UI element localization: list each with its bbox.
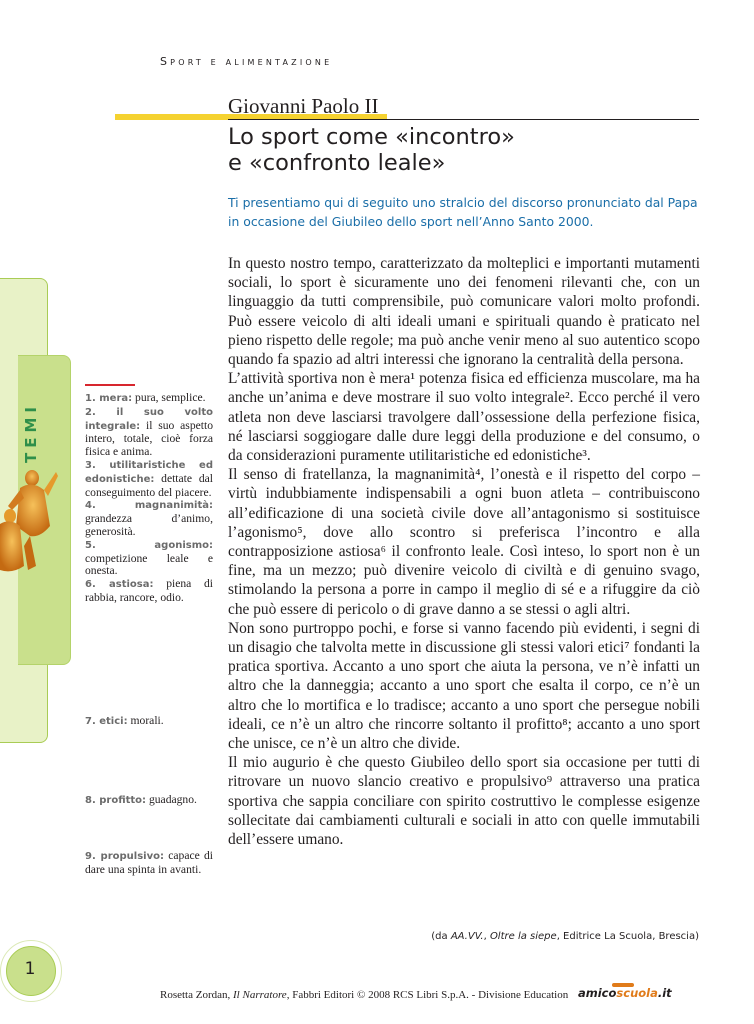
footnote-term: 1. mera: — [85, 393, 133, 404]
credit-prefix: Rosetta Zordan, — [160, 989, 234, 1001]
source-sep: , — [483, 931, 490, 942]
footnote-term: 8. profitto: — [85, 795, 147, 806]
footer-credit — [160, 989, 568, 1001]
paragraph: Non sono purtroppo pochi, e forse si vanno facendo più evidenti, i segni di un disagio che talvolta mette in discussione gli stessi valori etici⁷ fondanti la pratica sportiva. Accanto a uno sport che aiuta la persona, ve n’è infatti un altro che la danneggia; accanto a uno sport che esalta il corpo, ce n’è un altro che lo mortifica e lo tradisce; accanto a uno sport che persegue nobili ideali, ce n’è un altro che rincorre soltanto il profitto⁸; accanto a uno sport che unisce, ce n’è un altro che divide. — [228, 619, 700, 753]
notes-separator — [85, 384, 135, 386]
paragraph: Il mio augurio è che questo Giubileo dello sport sia occasione per tutti di ritrovare un nuovo slancio creativo e propulsivo⁹ attraverso una pratica sportiva che sappia conciliare con spirito costruttivo le complesse esigenze sollecitate dai cambiamenti culturali e sociali in atto con quelle immutabili dell’essere umano. — [228, 754, 700, 849]
footnote-definition: guadagno. — [148, 793, 197, 806]
credit-book: Il Narratore — [233, 989, 287, 1001]
source-book: Oltre la siepe — [489, 931, 557, 942]
page-number: 1 — [24, 959, 36, 979]
article-title — [228, 124, 515, 176]
footnote — [85, 499, 213, 538]
paragraph: L’attività sportiva non è mera¹ potenza fisica ed efficienza muscolare, ma ha anche un’anima e deve mostrare il suo volto integrale². Ecco perché il vero atleta non deve lasciarsi travolgere dall’ossessione della perfezione fisica, né lasciarsi soggiogare dalle dure leggi della produzione e del consumo, o da considerazioni puramente utilitaristiche ed edonistiche³. — [228, 370, 700, 465]
source-authors: AA.VV. — [450, 931, 484, 942]
footnote-9 — [85, 850, 213, 877]
footnote-definition: capace di dare una spinta in avanti. — [85, 849, 213, 876]
footnote-term: 7. etici: — [85, 716, 128, 727]
footnote-definition: piena di rabbia, rancore, odio. — [85, 577, 213, 604]
footnote-definition: morali. — [130, 714, 164, 727]
footnote-term: 9. propulsivo: — [85, 851, 164, 862]
brand-part-2: scuola — [616, 986, 658, 1000]
source-citation — [431, 931, 699, 942]
source-suffix: , Editrice La Scuola, Brescia) — [556, 931, 699, 942]
brand-logo — [578, 986, 672, 1000]
notes-group — [85, 392, 213, 605]
footnote-term: 4. magnanimità: — [85, 500, 213, 512]
article-body — [228, 254, 700, 849]
paragraph: In questo nostro tempo, caratterizzato da molteplici e importanti mutamenti sociali, lo sport è sicuramente uno dei fenomeni rilevanti che, con un linguaggio da tutti comprensibile, può comunicare valori molto profondi. Può essere veicolo di alti ideali umani e spirituali quando è praticato nel pieno rispetto delle regole; ma può anche venir meno al suo autentico scopo quando fa spazio ad altri interessi che ignorano la centralità della persona. — [228, 255, 700, 369]
section-title: Sport e alimentazione — [160, 55, 333, 68]
brand-part-3: .it — [657, 986, 672, 1000]
footnote — [85, 406, 213, 459]
footnote-term: 3. utilitaristiche ed edonistiche: — [85, 459, 213, 485]
footnote-term: 5. agonismo: — [85, 539, 213, 551]
title-rule — [228, 119, 699, 120]
athletes-illustration — [0, 466, 58, 576]
footnote-8 — [85, 794, 213, 808]
footnote-definition: grandezza d’animo, generosità. — [85, 512, 213, 538]
footnote-7 — [85, 715, 213, 729]
footnote — [85, 539, 213, 578]
article-intro: Ti presentiamo qui di seguito uno stralcio del discorso pronunciato dal Papa in occasione del Giubileo dello sport nell’Anno Santo 2000. — [228, 195, 698, 229]
footnote-definition: pura, semplice. — [135, 391, 206, 404]
footnote — [85, 578, 213, 605]
source-prefix: (da — [431, 931, 451, 942]
footnote-definition: dettate dal conseguimento del piacere. — [85, 471, 213, 499]
footnote — [85, 459, 213, 499]
credit-suffix: , Fabbri Editori © 2008 RCS Libri S.p.A. - Divisione Education — [286, 989, 569, 1001]
article-author: Giovanni Paolo II — [228, 94, 379, 118]
footnote-definition: il suo aspetto intero, totale, cioè forza fisica e anima. — [85, 418, 214, 459]
themes-tab-label: TEMI — [22, 402, 40, 463]
footnote-definition: competizione leale e onesta. — [85, 551, 213, 578]
brand-part-1: amico — [578, 986, 617, 1000]
footnote-term: 2. il suo volto integrale: — [85, 406, 213, 432]
footnote-term: 6. astiosa: — [85, 579, 154, 591]
title-line-2: e «confronto leale» — [228, 150, 446, 176]
footnote — [85, 392, 213, 406]
title-line-1: Lo sport come «incontro» — [228, 124, 515, 150]
paragraph: Il senso di fratellanza, la magnanimità⁴, l’onestà e il rispetto del corpo – virtù indubbiamente indispensabili a ogni buon atleta – contribuiscono all’edificazione di una società civile dove all’antagonismo si sostituisce l’agonismo⁵, dove allo scontro si preferisca l’incontro e alla contrapposizione astiosa⁶ il confronto leale. Così inteso, lo sport non è un fine, ma un mezzo; può divenire veicolo di civiltà e di genuino svago, stimolando la persona a porre in campo il meglio di sé e a rifuggire da ciò che può essere di pericolo o di grave danno a se stessi o agli altri. — [228, 466, 700, 618]
